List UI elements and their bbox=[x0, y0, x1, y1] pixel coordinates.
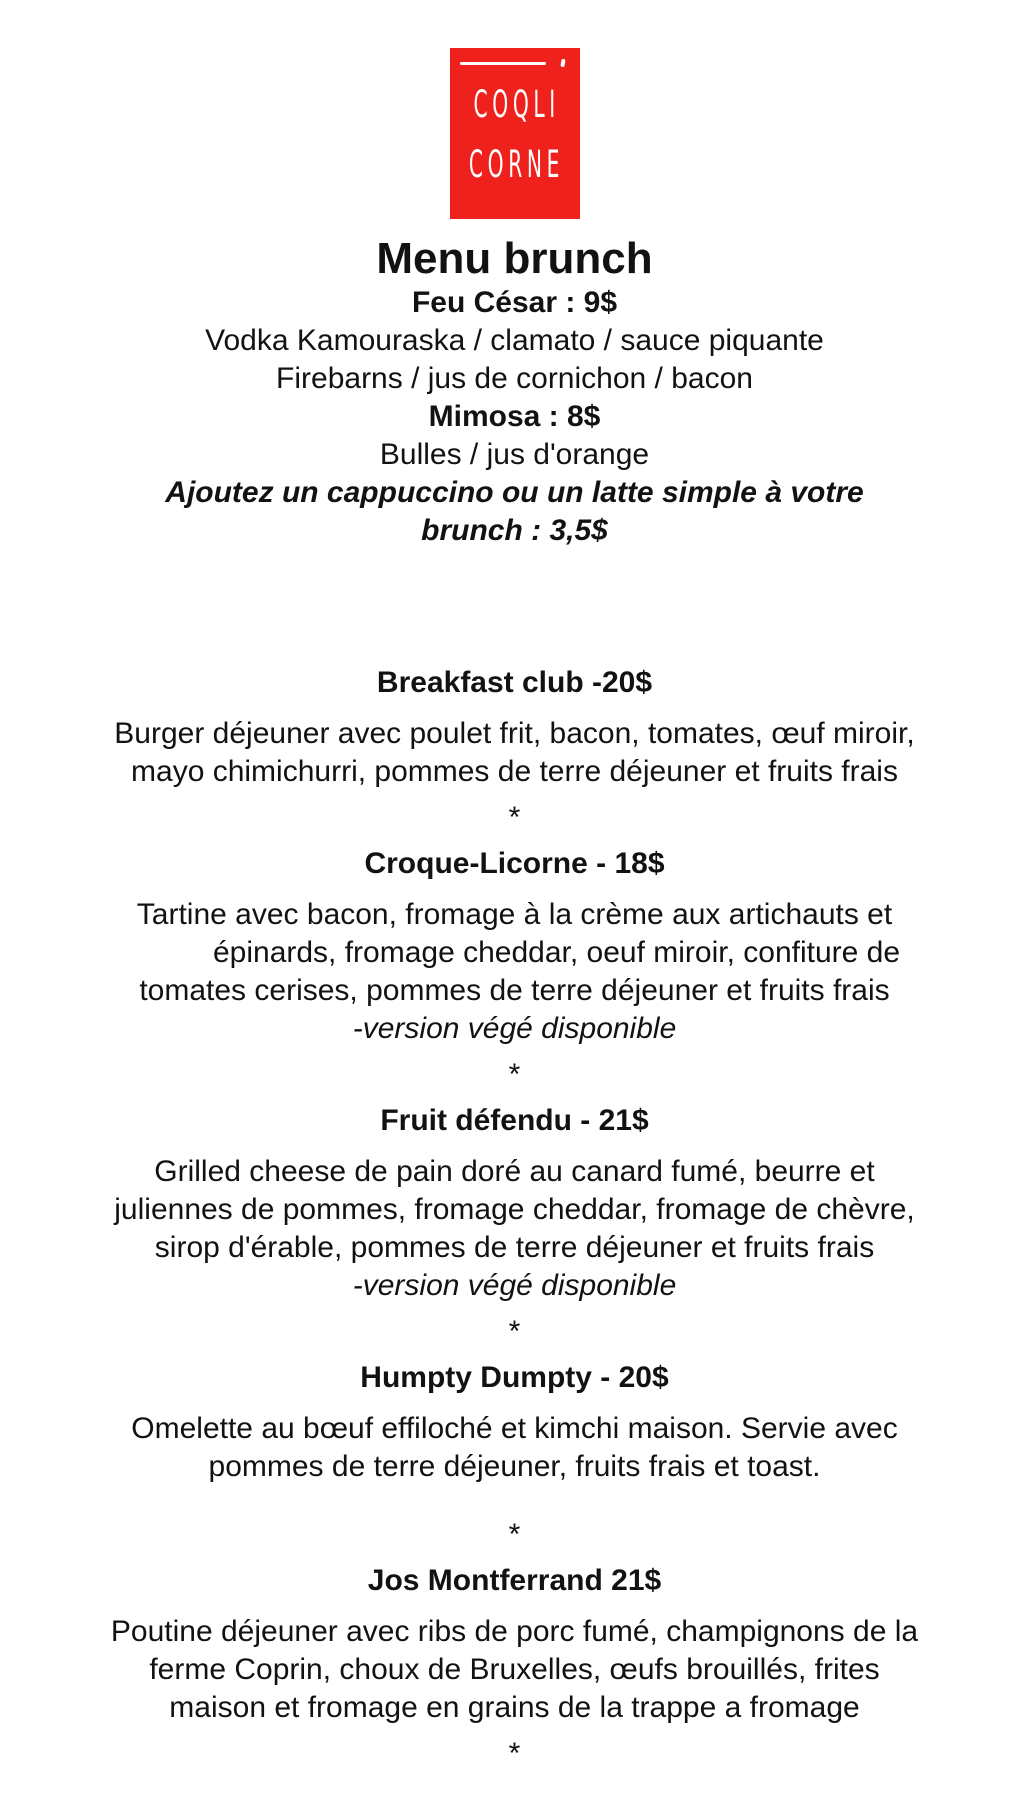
item-name: Fruit défendu - 21$ bbox=[380, 1104, 649, 1137]
item-desc-line: Omelette au bœuf effiloché et kimchi maison. Servie avec bbox=[131, 1412, 898, 1445]
drink-desc-line: Bulles / jus d'orange bbox=[379, 438, 650, 471]
menu-item-fruit-defendu bbox=[0, 1102, 1029, 1305]
item-desc-line: épinards, fromage cheddar, oeuf miroir, confiture de bbox=[212, 936, 901, 969]
item-name: Croque-Licorne - 18$ bbox=[364, 847, 665, 880]
menu-item-jos-montferrand bbox=[0, 1562, 1029, 1727]
drink-desc-line: Firebarns / jus de cornichon / bacon bbox=[276, 362, 753, 395]
separator-asterisk: * bbox=[508, 1518, 521, 1551]
item-desc-line: mayo chimichurri, pommes de terre déjeuner et fruits frais bbox=[131, 755, 898, 788]
promo-line: Ajoutez un cappuccino ou un latte simple à votre bbox=[165, 476, 864, 509]
separator-asterisk: * bbox=[508, 1315, 521, 1348]
item-desc-line: maison et fromage en grains de la trappe a fromage bbox=[169, 1691, 860, 1724]
menu-item-croque-licorne bbox=[0, 845, 1029, 1048]
item-desc-line: Burger déjeuner avec poulet frit, bacon, tomates, œuf miroir, bbox=[114, 717, 915, 750]
item-veggie-note: -version végé disponible bbox=[352, 1012, 677, 1045]
item-name: Breakfast club -20$ bbox=[376, 666, 653, 699]
menu-item-humpty-dumpty bbox=[0, 1359, 1029, 1486]
item-veggie-note: -version végé disponible bbox=[352, 1269, 677, 1302]
logo-word-bottom: CORNE bbox=[469, 144, 565, 188]
item-desc-line: tomates cerises, pommes de terre déjeuner et fruits frais bbox=[139, 974, 890, 1007]
logo-word-top: COQLI bbox=[473, 84, 560, 128]
drink-heading-mimosa: Mimosa : 8$ bbox=[428, 400, 601, 433]
separator-asterisk: * bbox=[508, 1058, 521, 1091]
menu-item-breakfast-club bbox=[0, 664, 1029, 791]
separator-asterisk: * bbox=[508, 1737, 521, 1770]
item-name: Humpty Dumpty - 20$ bbox=[360, 1361, 669, 1394]
logo-stroke-tick bbox=[560, 59, 565, 68]
drink-heading-feu-cesar: Feu César : 9$ bbox=[411, 286, 618, 319]
item-desc-line: juliennes de pommes, fromage cheddar, fromage de chèvre, bbox=[114, 1193, 915, 1226]
page-title: Menu brunch bbox=[376, 234, 653, 283]
drink-desc-line: Vodka Kamouraska / clamato / sauce piquante bbox=[205, 324, 824, 357]
promo-line: brunch : 3,5$ bbox=[421, 514, 608, 547]
item-desc-line: Tartine avec bacon, fromage à la crème aux artichauts et bbox=[136, 898, 893, 931]
item-name: Jos Montferrand 21$ bbox=[367, 1564, 662, 1597]
logo-stroke-line bbox=[460, 62, 546, 65]
item-desc-line: Poutine déjeuner avec ribs de porc fumé, champignons de la bbox=[110, 1615, 919, 1648]
item-desc-line: sirop d'érable, pommes de terre déjeuner et fruits frais bbox=[154, 1231, 875, 1264]
coqlicorne-logo bbox=[450, 48, 580, 219]
item-desc-line: Grilled cheese de pain doré au canard fumé, beurre et bbox=[154, 1155, 875, 1188]
section-spacer bbox=[0, 550, 1029, 656]
separator-asterisk: * bbox=[508, 801, 521, 834]
item-desc-line: pommes de terre déjeuner, fruits frais et toast. bbox=[208, 1450, 821, 1483]
item-desc-line: ferme Coprin, choux de Bruxelles, œufs brouillés, frites bbox=[149, 1653, 880, 1686]
